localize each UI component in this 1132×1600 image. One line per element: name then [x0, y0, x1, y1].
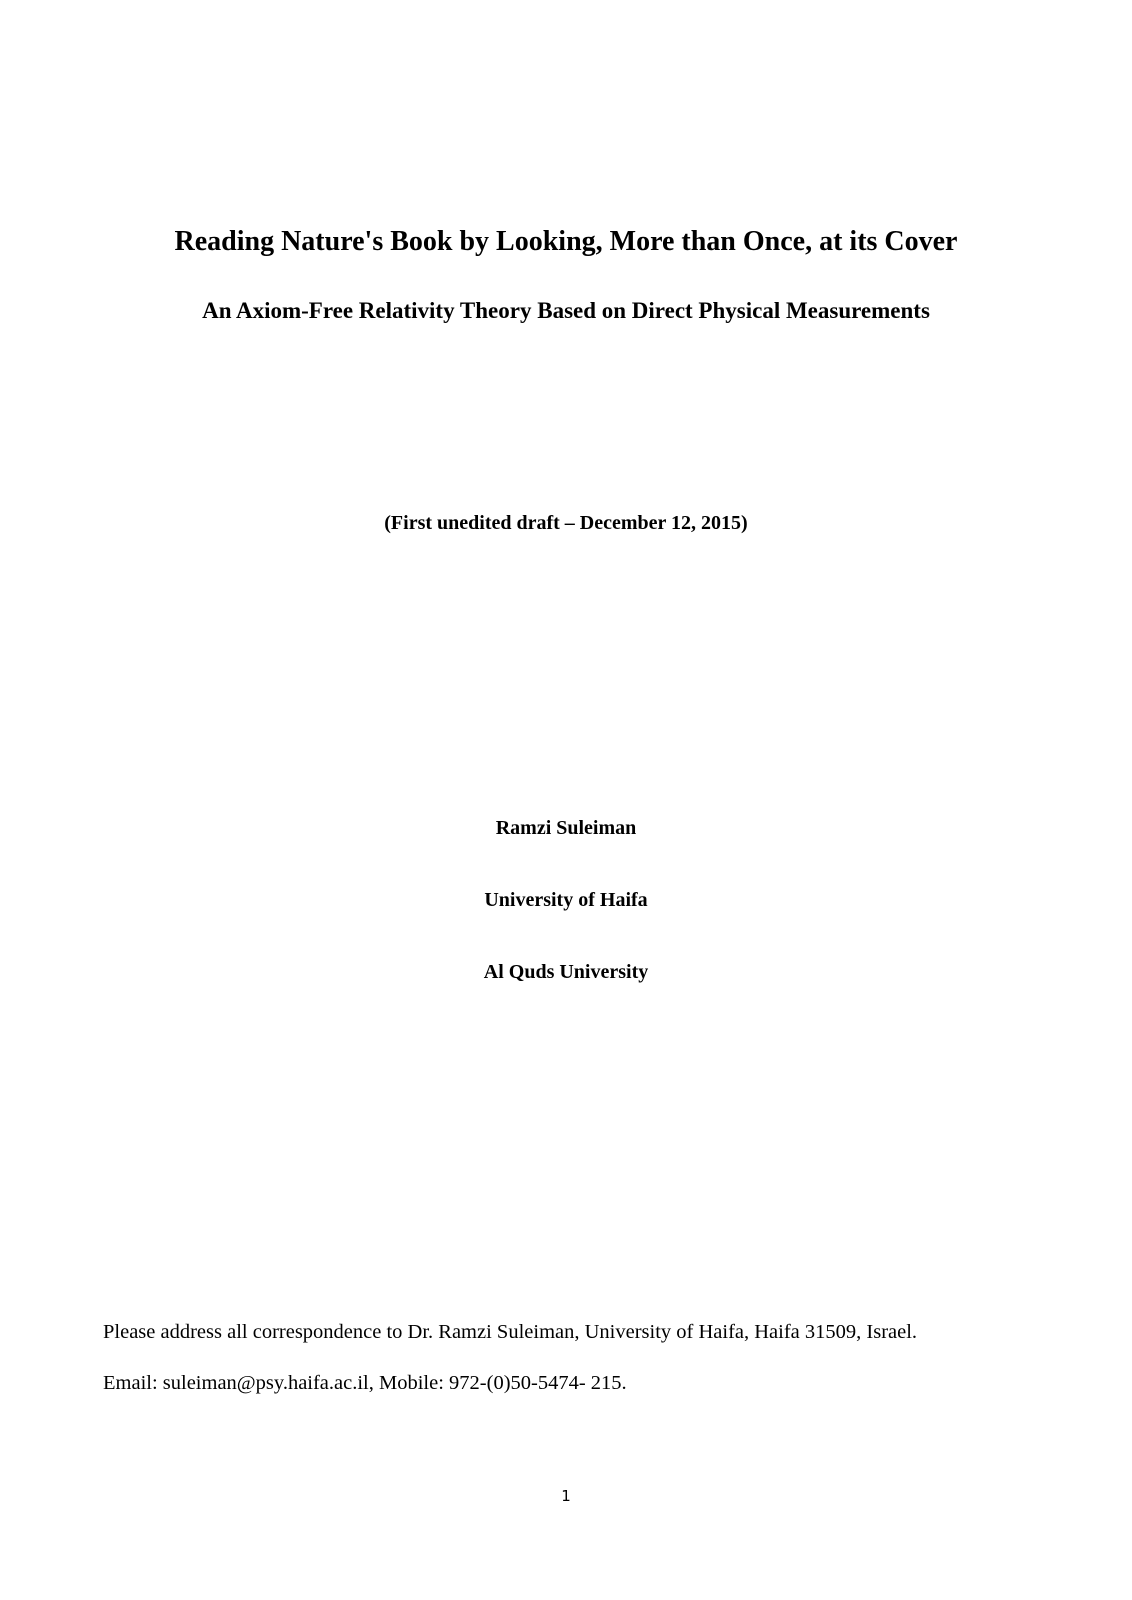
correspondence-note: Please address all correspondence to Dr. Ramzi Suleiman, University of Haifa, Haifa 31509, Israel.	[103, 1321, 918, 1343]
page-number: 1	[561, 1487, 571, 1505]
draft-note: (First unedited draft – December 12, 2015)	[384, 512, 748, 534]
paper-subtitle: An Axiom-Free Relativity Theory Based on Direct Physical Measurements	[202, 298, 930, 323]
affiliation-university-of-haifa: University of Haifa	[484, 889, 648, 911]
author-name: Ramzi Suleiman	[495, 817, 637, 839]
contact-details: Email: suleiman@psy.haifa.ac.il, Mobile: 972-(0)50-5474- 215.	[103, 1372, 627, 1394]
paper-title: Reading Nature's Book by Looking, More than Once, at its Cover	[174, 226, 958, 257]
affiliation-al-quds-university: Al Quds University	[483, 961, 649, 983]
